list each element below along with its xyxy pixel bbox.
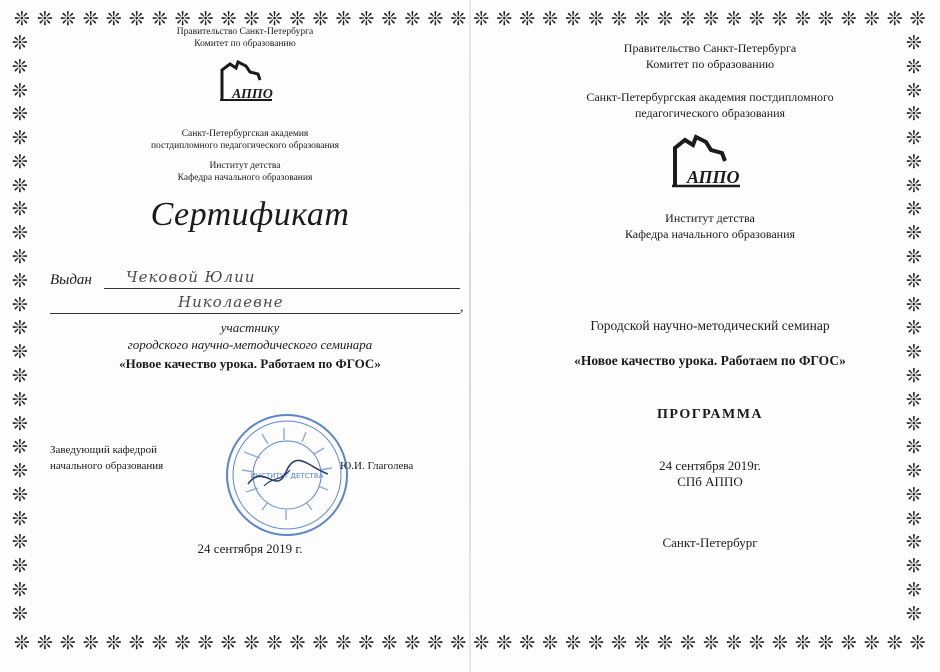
seminar-description: городского научно-методического семинара bbox=[127, 337, 373, 352]
ornament-glyph-icon: ❊ bbox=[197, 632, 214, 654]
ornament-glyph-icon: ❊ bbox=[906, 460, 922, 483]
ornament-glyph-icon: ❊ bbox=[680, 632, 697, 654]
appo-logo-left bbox=[216, 58, 274, 104]
right-committee: Комитет по образованию bbox=[645, 57, 775, 71]
ornament-glyph-icon: ❊ bbox=[771, 8, 788, 30]
issued-label: Выдан bbox=[50, 272, 92, 288]
ornament-glyph-icon: ❊ bbox=[128, 632, 145, 654]
ornament-glyph-icon: ❊ bbox=[519, 632, 536, 654]
ornament-glyph-icon: ❊ bbox=[82, 632, 99, 654]
ornament-glyph-icon: ❊ bbox=[906, 222, 922, 245]
ornament-glyph-icon: ❊ bbox=[289, 632, 306, 654]
ornament-glyph-icon: ❊ bbox=[12, 150, 28, 173]
ornament-glyph-icon: ❊ bbox=[12, 269, 28, 292]
ornament-glyph-icon: ❊ bbox=[565, 632, 582, 654]
ornament-glyph-icon: ❊ bbox=[12, 460, 28, 483]
ornament-glyph-icon: ❊ bbox=[358, 8, 375, 30]
ornament-glyph-icon: ❊ bbox=[12, 246, 28, 269]
ornament-glyph-icon: ❊ bbox=[404, 632, 421, 654]
ornament-glyph-icon: ❊ bbox=[105, 8, 122, 30]
right-academy-line1: Санкт-Петербургская академия постдипломного bbox=[586, 90, 834, 104]
ornament-glyph-icon: ❊ bbox=[611, 632, 628, 654]
ornament-glyph-icon: ❊ bbox=[906, 269, 922, 292]
ornament-glyph-icon: ❊ bbox=[36, 8, 53, 30]
ornament-glyph-icon: ❊ bbox=[404, 8, 421, 30]
ornament-glyph-icon: ❊ bbox=[450, 632, 467, 654]
ornament-glyph-icon: ❊ bbox=[12, 341, 28, 364]
ornament-glyph-icon: ❊ bbox=[906, 602, 922, 625]
ornament-glyph-icon: ❊ bbox=[12, 174, 28, 197]
ornament-glyph-icon: ❊ bbox=[906, 436, 922, 459]
ornament-glyph-icon: ❊ bbox=[14, 632, 30, 654]
ornament-glyph-icon: ❊ bbox=[266, 632, 283, 654]
ornament-glyph-icon: ❊ bbox=[12, 317, 28, 340]
ornament-glyph-icon: ❊ bbox=[289, 8, 306, 30]
ornament-glyph-icon: ❊ bbox=[243, 632, 260, 654]
ornament-glyph-icon: ❊ bbox=[12, 293, 28, 316]
ornament-glyph-icon: ❊ bbox=[312, 8, 329, 30]
ornament-glyph-icon: ❊ bbox=[14, 8, 30, 30]
stamp-center-text: ИНСТИТУТ ДЕТСТВА bbox=[250, 472, 324, 480]
ornament-glyph-icon: ❊ bbox=[680, 8, 697, 30]
right-institute: Институт детства bbox=[665, 211, 755, 225]
ornament-glyph-icon: ❊ bbox=[634, 632, 651, 654]
ornament-glyph-icon: ❊ bbox=[749, 632, 765, 654]
ornament-glyph-icon: ❊ bbox=[12, 483, 28, 506]
ornament-glyph-icon: ❊ bbox=[12, 436, 28, 459]
ornament-glyph-icon: ❊ bbox=[151, 8, 168, 30]
ornament-glyph-icon: ❊ bbox=[906, 150, 922, 173]
ornament-glyph-icon: ❊ bbox=[12, 222, 28, 245]
name-field-line1 bbox=[104, 288, 460, 289]
ornament-glyph-icon: ❊ bbox=[496, 8, 513, 30]
right-department: Кафедра начального образования bbox=[624, 227, 796, 241]
ornament-glyph-icon: ❊ bbox=[358, 632, 375, 654]
ornament-glyph-icon: ❊ bbox=[381, 632, 398, 654]
recipient-name-line1: Чековой Юлии bbox=[126, 268, 256, 286]
ornament-glyph-icon: ❊ bbox=[906, 174, 922, 197]
ornament-glyph-icon: ❊ bbox=[151, 632, 168, 654]
ornament-border-right bbox=[906, 34, 922, 624]
ornament-glyph-icon: ❊ bbox=[906, 246, 922, 269]
ornament-glyph-icon: ❊ bbox=[588, 8, 605, 30]
ornament-glyph-icon: ❊ bbox=[906, 578, 922, 601]
ornament-glyph-icon: ❊ bbox=[909, 8, 926, 30]
ornament-glyph-icon: ❊ bbox=[12, 578, 28, 601]
page-fold bbox=[469, 0, 471, 672]
seminar-title-left: «Новое качество урока. Работаем по ФГОС» bbox=[119, 356, 381, 371]
ornament-glyph-icon: ❊ bbox=[427, 8, 444, 30]
ornament-glyph-icon: ❊ bbox=[381, 8, 398, 30]
appo-logo-icon bbox=[216, 58, 274, 104]
ornament-glyph-icon: ❊ bbox=[863, 8, 880, 30]
ornament-glyph-icon: ❊ bbox=[906, 55, 922, 78]
left-academy-line1: Санкт-Петербургская академия bbox=[181, 129, 309, 139]
ornament-glyph-icon: ❊ bbox=[909, 632, 926, 654]
ornament-glyph-icon: ❊ bbox=[128, 8, 145, 30]
ornament-glyph-icon: ❊ bbox=[12, 198, 28, 221]
ornament-glyph-icon: ❊ bbox=[906, 364, 922, 387]
ornament-glyph-icon: ❊ bbox=[840, 632, 857, 654]
right-gov: Правительство Санкт-Петербурга bbox=[623, 41, 797, 55]
ornament-glyph-icon: ❊ bbox=[312, 632, 329, 654]
name-comma: , bbox=[460, 300, 464, 315]
stamp-seal-icon bbox=[224, 412, 350, 538]
ornament-glyph-icon: ❊ bbox=[906, 32, 922, 54]
ornament-glyph-icon: ❊ bbox=[906, 293, 922, 316]
right-place: СПб АППО bbox=[677, 474, 743, 489]
ornament-glyph-icon: ❊ bbox=[906, 388, 922, 411]
left-committee: Комитет по образованию bbox=[194, 39, 296, 49]
ornament-glyph-icon: ❊ bbox=[12, 32, 28, 54]
ornament-glyph-icon: ❊ bbox=[906, 103, 922, 126]
ornament-glyph-icon: ❊ bbox=[703, 632, 719, 654]
ornament-glyph-icon: ❊ bbox=[105, 632, 122, 654]
ornament-glyph-icon: ❊ bbox=[657, 632, 674, 654]
ornament-glyph-icon: ❊ bbox=[749, 8, 765, 30]
ornament-glyph-icon: ❊ bbox=[906, 412, 922, 435]
ornament-glyph-icon: ❊ bbox=[266, 8, 283, 30]
ornament-glyph-icon: ❊ bbox=[565, 8, 582, 30]
logo-text-right: АППО bbox=[687, 167, 740, 187]
ornament-glyph-icon: ❊ bbox=[840, 8, 857, 30]
ornament-glyph-icon: ❊ bbox=[657, 8, 674, 30]
ornament-glyph-icon: ❊ bbox=[59, 8, 76, 30]
ornament-glyph-icon: ❊ bbox=[906, 317, 922, 340]
left-institute: Институт детства bbox=[209, 161, 281, 171]
ornament-glyph-icon: ❊ bbox=[794, 632, 811, 654]
ornament-glyph-icon: ❊ bbox=[906, 198, 922, 221]
right-seminar-type: Городской научно-методический семинар bbox=[590, 318, 830, 333]
ornament-glyph-icon: ❊ bbox=[794, 8, 811, 30]
ornament-glyph-icon: ❊ bbox=[906, 483, 922, 506]
ornament-glyph-icon: ❊ bbox=[12, 55, 28, 78]
certificate-title: Сертификат bbox=[150, 196, 350, 233]
ornament-glyph-icon: ❊ bbox=[220, 632, 237, 654]
ornament-glyph-icon: ❊ bbox=[12, 602, 28, 625]
ornament-glyph-icon: ❊ bbox=[12, 555, 28, 578]
ornament-glyph-icon: ❊ bbox=[634, 8, 651, 30]
left-gov: Правительство Санкт-Петербурга bbox=[176, 27, 314, 37]
right-seminar-title: «Новое качество урока. Работаем по ФГОС» bbox=[574, 353, 846, 368]
left-department: Кафедра начального образования bbox=[177, 173, 313, 183]
ornament-glyph-icon: ❊ bbox=[886, 632, 903, 654]
ornament-glyph-icon: ❊ bbox=[906, 531, 922, 554]
left-academy-line2: постдипломного педагогического образования bbox=[150, 141, 340, 151]
ornament-glyph-icon: ❊ bbox=[220, 8, 237, 30]
right-date: 24 сентября 2019г. bbox=[659, 458, 761, 473]
official-stamp bbox=[224, 412, 350, 543]
ornament-glyph-icon: ❊ bbox=[542, 8, 559, 30]
ornament-glyph-icon: ❊ bbox=[519, 8, 536, 30]
ornament-glyph-icon: ❊ bbox=[496, 632, 513, 654]
ornament-glyph-icon: ❊ bbox=[726, 632, 742, 654]
ornament-glyph-icon: ❊ bbox=[771, 632, 788, 654]
ornament-glyph-icon: ❊ bbox=[906, 341, 922, 364]
ornament-glyph-icon: ❊ bbox=[12, 507, 28, 530]
ornament-glyph-icon: ❊ bbox=[12, 531, 28, 554]
recipient-name-line2: Николаевне bbox=[178, 293, 284, 311]
ornament-glyph-icon: ❊ bbox=[36, 632, 53, 654]
ornament-glyph-icon: ❊ bbox=[59, 632, 76, 654]
ornament-glyph-icon: ❊ bbox=[12, 388, 28, 411]
ornament-glyph-icon: ❊ bbox=[588, 632, 605, 654]
ornament-glyph-icon: ❊ bbox=[863, 632, 880, 654]
ornament-glyph-icon: ❊ bbox=[335, 632, 352, 654]
head-title-line1: Заведующий кафедрой bbox=[50, 444, 157, 456]
right-city: Санкт-Петербург bbox=[662, 535, 758, 550]
ornament-glyph-icon: ❊ bbox=[703, 8, 719, 30]
ornament-glyph-icon: ❊ bbox=[12, 127, 28, 150]
ornament-glyph-icon: ❊ bbox=[886, 8, 903, 30]
logo-text-left: АППО bbox=[232, 87, 273, 102]
ornament-glyph-icon: ❊ bbox=[427, 632, 444, 654]
ornament-glyph-icon: ❊ bbox=[82, 8, 99, 30]
ornament-glyph-icon: ❊ bbox=[335, 8, 352, 30]
program-heading: ПРОГРАММА bbox=[656, 407, 764, 422]
ornament-glyph-icon: ❊ bbox=[12, 103, 28, 126]
ornament-glyph-icon: ❊ bbox=[906, 507, 922, 530]
ornament-glyph-icon: ❊ bbox=[817, 632, 834, 654]
right-academy-line2: педагогического образования bbox=[634, 106, 786, 120]
ornament-glyph-icon: ❊ bbox=[906, 555, 922, 578]
appo-logo-right bbox=[667, 133, 743, 191]
head-title-line2: начального образования bbox=[50, 460, 164, 472]
ornament-glyph-icon: ❊ bbox=[174, 632, 191, 654]
ornament-glyph-icon: ❊ bbox=[906, 127, 922, 150]
signatory-name: Ю.И. Глаголева bbox=[340, 460, 414, 472]
ornament-glyph-icon: ❊ bbox=[473, 8, 490, 30]
ornament-glyph-icon: ❊ bbox=[611, 8, 628, 30]
ornament-glyph-icon: ❊ bbox=[12, 364, 28, 387]
ornament-glyph-icon: ❊ bbox=[174, 8, 191, 30]
ornament-glyph-icon: ❊ bbox=[473, 632, 490, 654]
appo-logo-icon bbox=[667, 133, 743, 191]
ornament-glyph-icon: ❊ bbox=[542, 632, 559, 654]
ornament-glyph-icon: ❊ bbox=[197, 8, 214, 30]
ornament-glyph-icon: ❊ bbox=[726, 8, 742, 30]
ornament-glyph-icon: ❊ bbox=[817, 8, 834, 30]
ornament-glyph-icon: ❊ bbox=[12, 79, 28, 102]
ornament-glyph-icon: ❊ bbox=[243, 8, 260, 30]
ornament-border-left bbox=[12, 34, 28, 624]
participant-label: участнику bbox=[220, 320, 280, 335]
ornament-glyph-icon: ❊ bbox=[12, 412, 28, 435]
certificate-date: 24 сентября 2019 г. bbox=[197, 541, 303, 556]
ornament-glyph-icon: ❊ bbox=[450, 8, 467, 30]
name-field-line2 bbox=[50, 313, 460, 314]
ornament-glyph-icon: ❊ bbox=[906, 79, 922, 102]
